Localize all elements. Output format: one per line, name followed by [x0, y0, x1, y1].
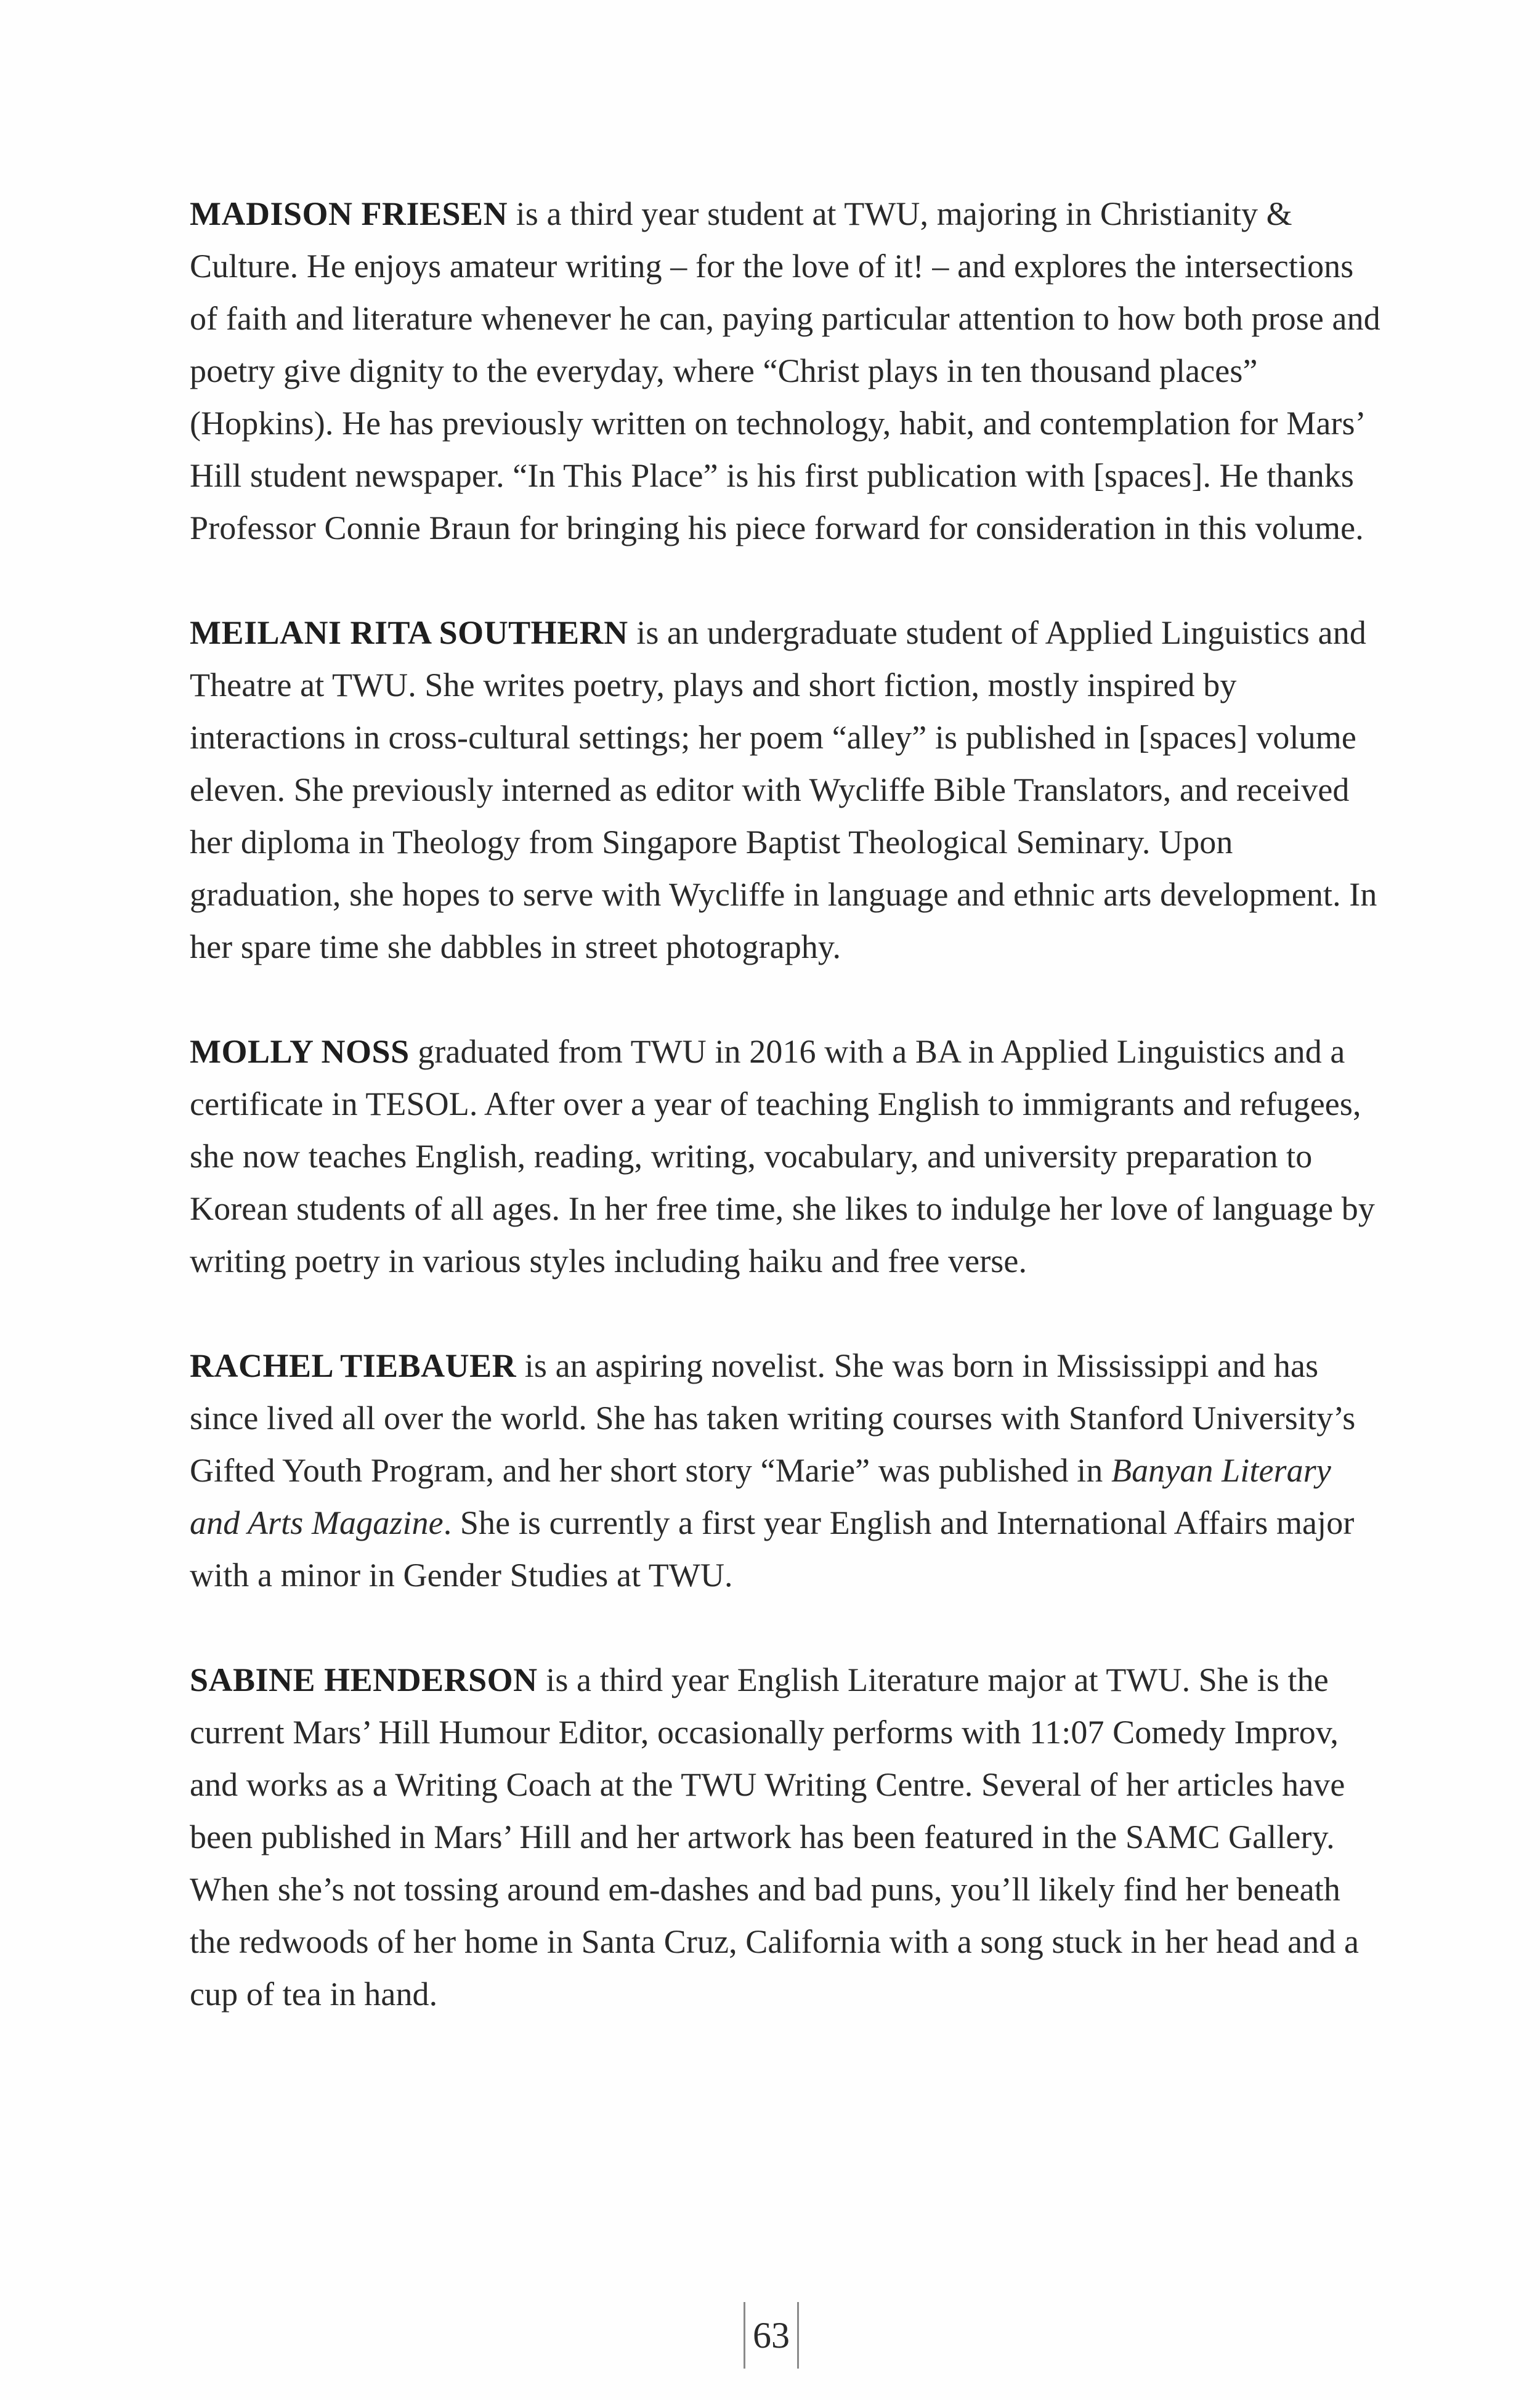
- magazine-title: Banyan Literary and Arts Magazine: [190, 1452, 1331, 1541]
- bio-sabine-henderson: [190, 1654, 1382, 2021]
- bio-text: . She is currently a first year English and International Affairs major with a minor in Gender Studies at TWU.: [190, 1504, 1355, 1594]
- bio-name: RACHEL TIEBAUER: [190, 1347, 517, 1384]
- bio-text: is an aspiring novelist. She was born in Mississippi and has since lived all over the world. She has taken writing courses with Stanford University’s Gifted Youth Program, and her short story “Marie” was published in: [190, 1347, 1356, 1489]
- bio-meilani-rita-southern: [190, 607, 1382, 973]
- bio-madison-friesen: [190, 188, 1382, 554]
- bio-name: MEILANI RITA SOUTHERN: [190, 614, 628, 651]
- bio-name: MOLLY NOSS: [190, 1033, 410, 1070]
- bio-text: is an undergraduate student of Applied Linguistics and Theatre at TWU. She writes poetry, plays and short fiction, mostly inspired by interactions in cross-cultural settings; her poem “alley” is published in [spaces] volume eleven. She previously interned as editor with Wycliffe Bible Translators, and received her diploma in Theology from Singapore Baptist Theological Seminary. Upon graduation, she hopes to serve with Wycliffe in language and ethnic arts development. In her spare time she dabbles in street photography.: [190, 614, 1377, 965]
- bio-name: SABINE HENDERSON: [190, 1661, 538, 1698]
- bio-text: is a third year English Literature major at TWU. She is the current Mars’ Hill Humour Editor, occasionally performs with 11:07 Comedy Improv, and works as a Writing Coach at the TWU Writing Centre. Several of her articles have been published in Mars’ Hill and her artwork has been featured in the SAMC Gallery. When she’s not tossing around em-dashes and bad puns, you’ll likely find her beneath the redwoods of her home in Santa Cruz, California with a song stuck in her head and a cup of tea in hand.: [190, 1661, 1360, 2013]
- contributor-bios: [190, 188, 1382, 2073]
- bio-text: is a third year student at TWU, majoring in Christianity & Culture. He enjoys amateur writing – for the love of it! – and explores the intersections of faith and literature whenever he can, paying particular attention to how both prose and poetry give dignity to the everyday, where “Christ plays in ten thousand places” (Hopkins). He has previously written on technology, habit, and contemplation for Mars’ Hill student newspaper. “In This Place” is his first publication with [spaces]. He thanks Professor Connie Braun for bringing his piece forward for consideration in this volume.: [190, 195, 1380, 546]
- bio-name: MADISON FRIESEN: [190, 195, 508, 232]
- bio-molly-noss: [190, 1026, 1382, 1287]
- bio-rachel-tiebauer: [190, 1340, 1382, 1602]
- page-number: 63: [744, 2302, 799, 2369]
- bio-text: graduated from TWU in 2016 with a BA in Applied Linguistics and a certificate in TESOL. After over a year of teaching English to immigrants and refugees, she now teaches English, reading, writing, vocabulary, and university preparation to Korean students of all ages. In her free time, she likes to indulge her love of language by writing poetry in various styles including haiku and free verse.: [190, 1033, 1375, 1279]
